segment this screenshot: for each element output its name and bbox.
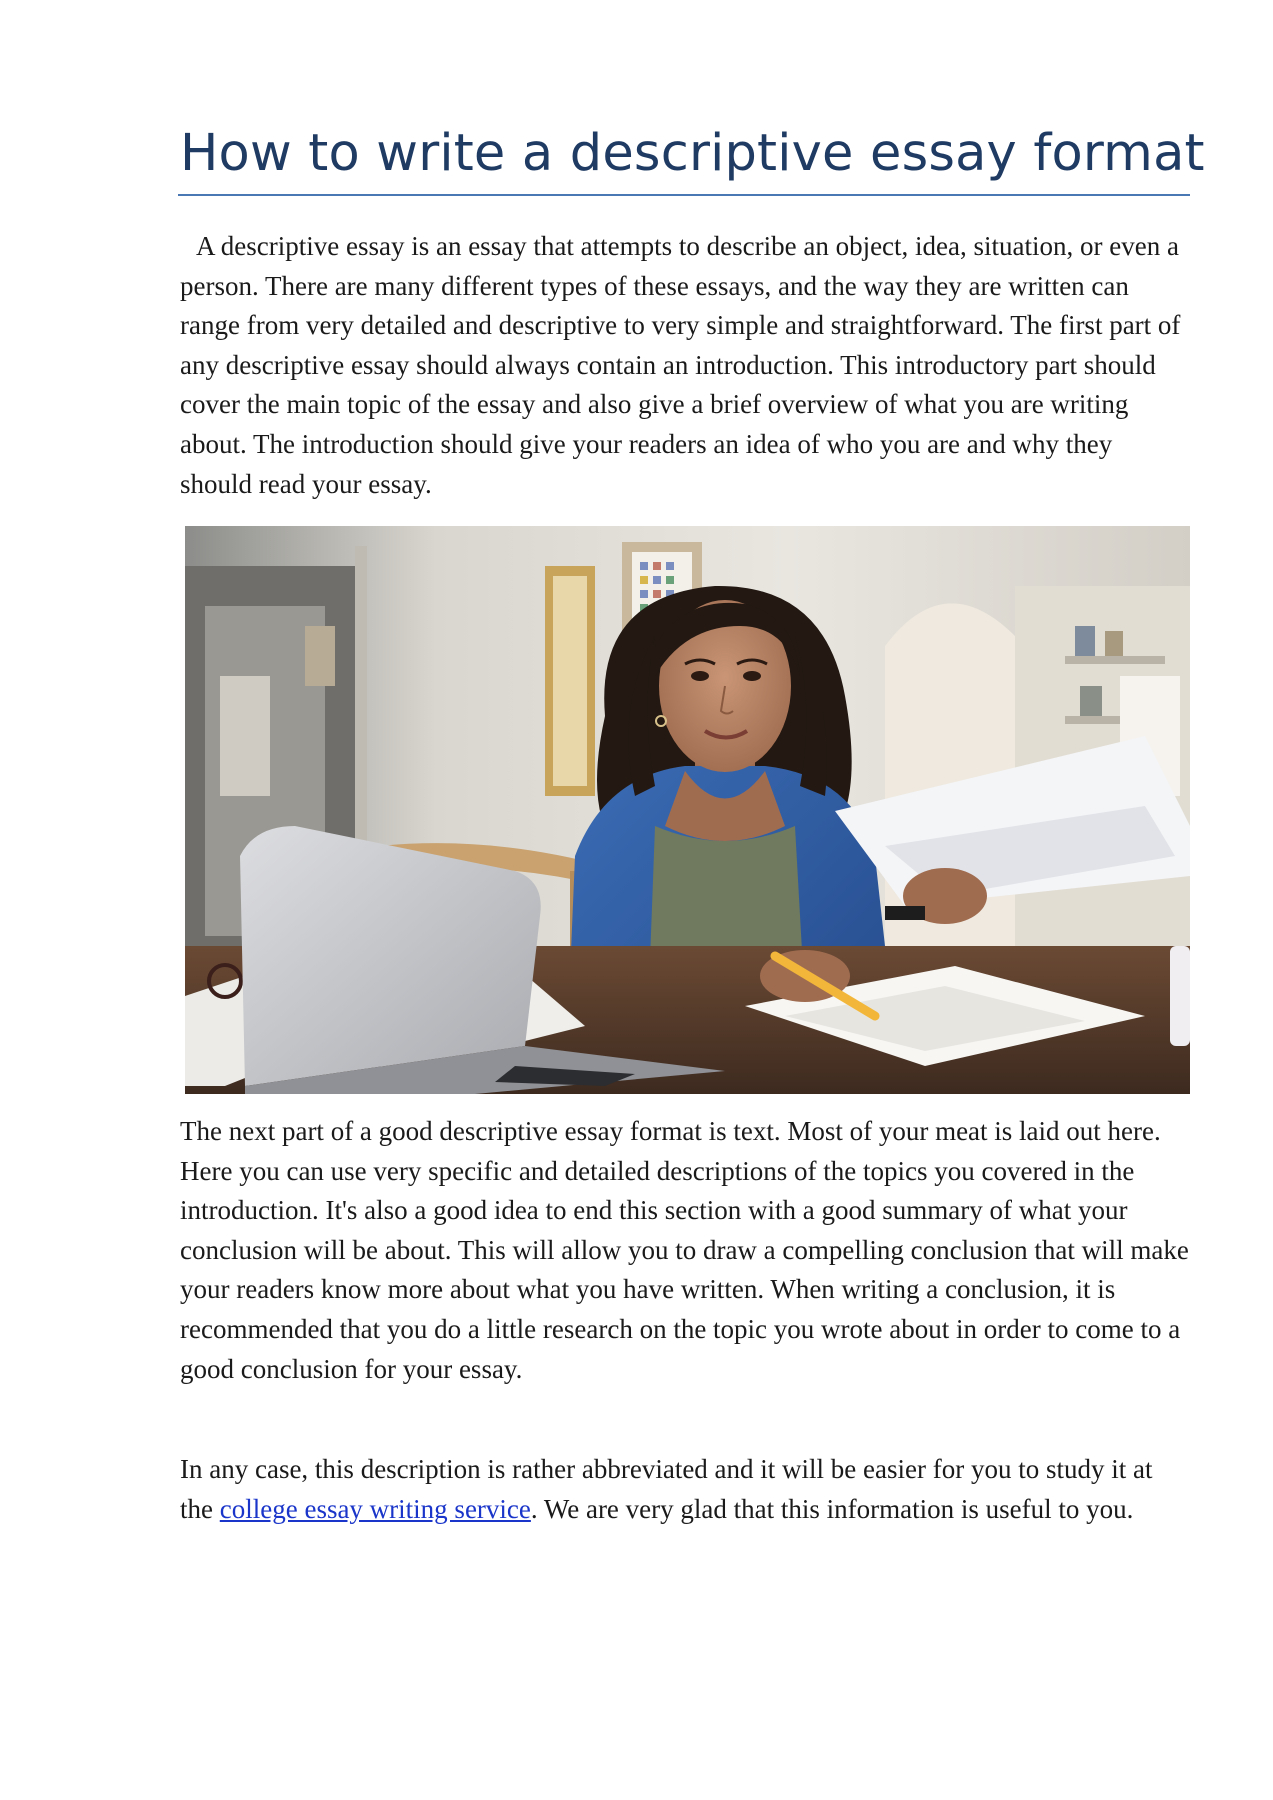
closing-text-end: . We are very glad that this information is useful to you.	[530, 1493, 1134, 1524]
page-title: How to write a descriptive essay format	[180, 124, 1205, 183]
title-underline	[178, 194, 1190, 196]
photo-woman-at-desk	[185, 526, 1190, 1094]
college-essay-writing-service-link[interactable]: college essay writing service	[219, 1493, 531, 1524]
intro-paragraph: A descriptive essay is an essay that attempts to describe an object, idea, situation, or even a person. There are many different types of these essays, and the way they are written can range from very detailed and descriptive to very simple and straightforward. The first part of any descriptive essay should always contain an introduction. This introductory part should cover the main topic of the essay and also give a brief overview of what you are writing about. The introduction should give your readers an idea of who you are and why they should read your essay.	[180, 231, 1181, 499]
body-paragraph: The next part of a good descriptive essay format is text. Most of your meat is laid out here. Here you can use very specific and detailed descriptions of the topics you covered in the introduction. It's also a good idea to end this section with a good summary of what your conclusion will be about. This will allow you to draw a compelling conclusion that will make your readers know more about what you have written. When writing a conclusion, it is recommended that you do a little research on the topic you wrote about in order to come to a good conclusion for your essay.	[180, 1116, 1189, 1384]
closing-paragraph	[180, 1450, 1190, 1529]
closing-text-start: In any case, this description is rather abbreviated and it will be easier for you to study it at the	[180, 1454, 1153, 1524]
